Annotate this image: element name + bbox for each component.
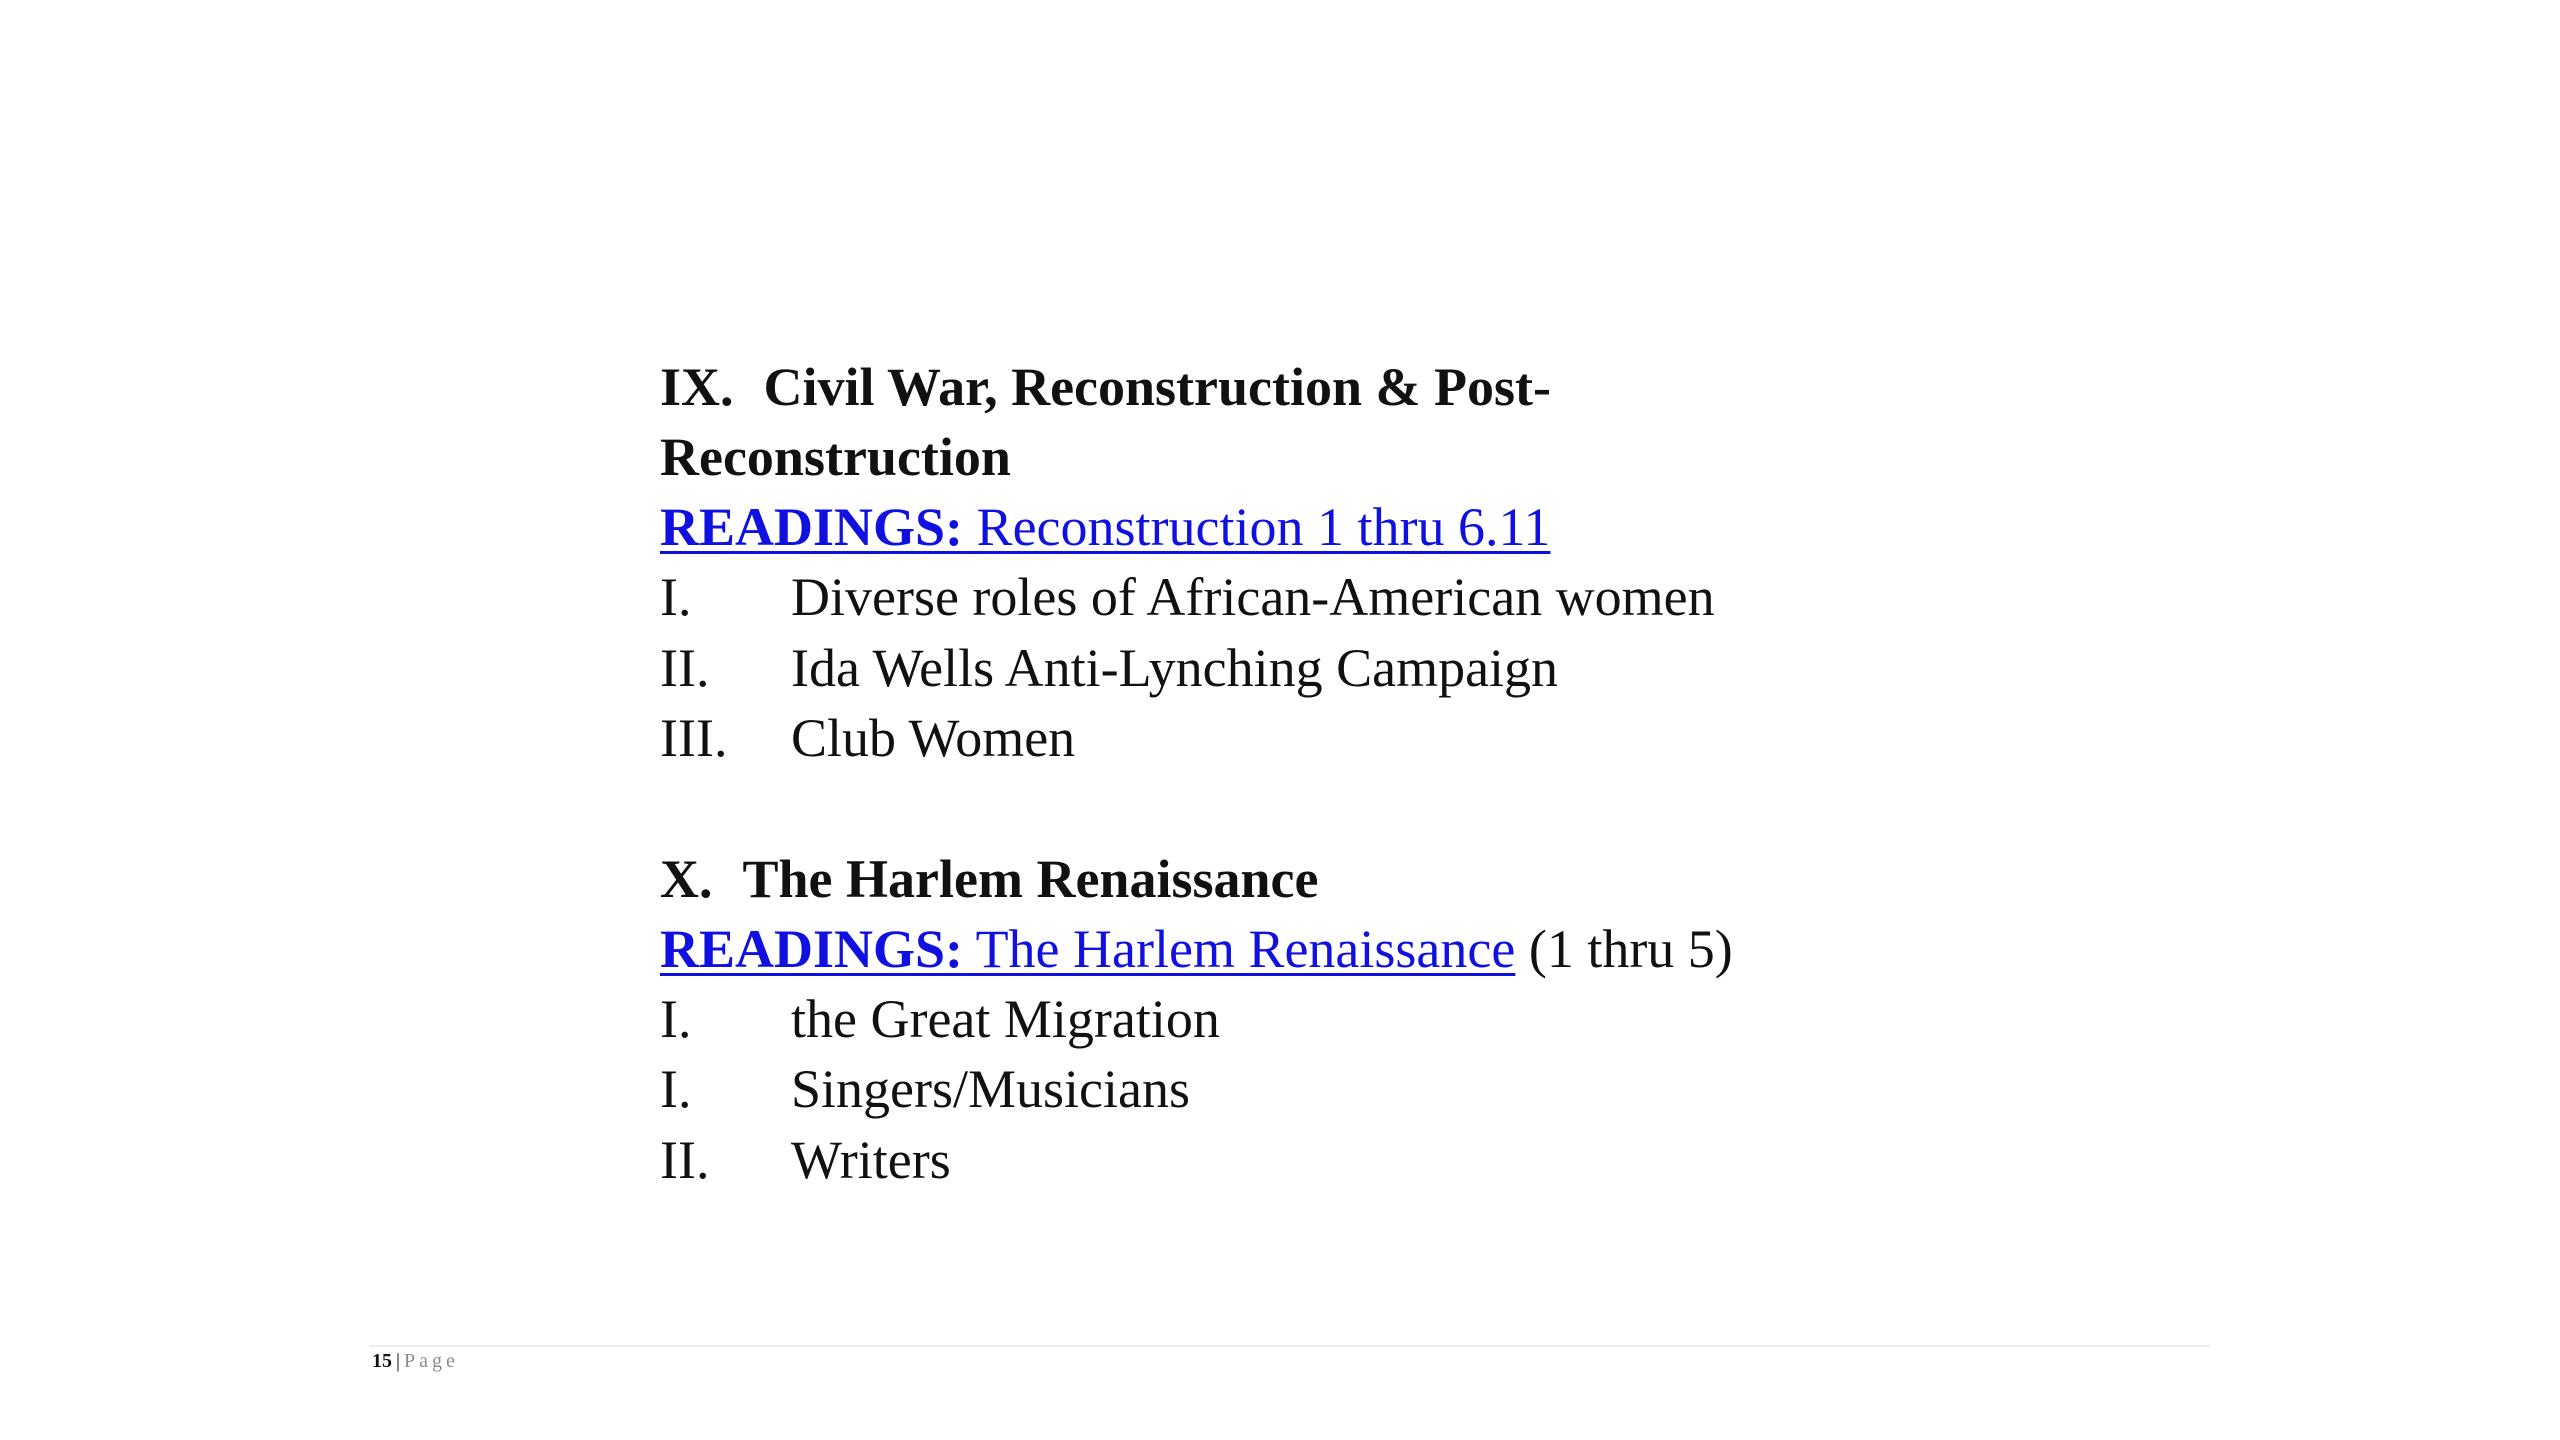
list-item-text: Club Women [791,708,1076,768]
list-item [660,1054,1960,1125]
section-ix [660,352,1960,774]
section-heading [660,844,1960,914]
list-item-text: Diverse roles of African-American women [791,567,1715,627]
list-marker: I. [660,988,692,1049]
list-marker: II. [660,1129,710,1190]
readings-line [660,492,1960,562]
document-body [660,352,1960,1195]
section-number: IX. [660,357,734,417]
topic-list [660,562,1960,774]
section-x [660,844,1960,1196]
page-label: Page [404,1350,459,1372]
readings-label: READINGS: [660,918,964,979]
footer-divider [370,1345,2210,1347]
list-item [660,562,1960,633]
page-number: 15 [372,1350,392,1372]
list-item [660,1125,1960,1196]
section-title-continued: Reconstruction [660,427,1011,487]
readings-link-text: Reconstruction 1 thru 6.11 [976,497,1551,557]
list-marker: II. [660,637,710,698]
readings-label: READINGS: [660,497,964,557]
list-item-text: Writers [791,1129,951,1190]
list-marker: III. [660,708,728,768]
readings-link-text: The Harlem Renaissance [963,918,1516,979]
readings-link[interactable] [660,497,1550,557]
footer-separator: | [396,1350,401,1372]
topic-list [660,984,1960,1196]
section-spacer [660,774,1960,844]
list-marker: I. [660,567,692,627]
section-number: X. [660,848,713,909]
list-item [660,984,1960,1055]
section-title: The Harlem Renaissance [742,848,1319,909]
section-heading [660,352,1960,422]
list-item [660,633,1960,704]
readings-link[interactable] [660,919,1515,979]
readings-range: (1 thru 5) [1515,918,1733,979]
list-marker: I. [660,1059,692,1119]
list-item [660,703,1960,774]
list-item-text: the Great Migration [791,988,1220,1049]
readings-line [660,914,1960,984]
list-item-text: Ida Wells Anti-Lynching Campaign [791,637,1559,698]
section-title: Civil War, Reconstruction & Post- [763,357,1551,417]
list-item-text: Singers/Musicians [791,1059,1190,1119]
page-footer [372,1349,459,1373]
